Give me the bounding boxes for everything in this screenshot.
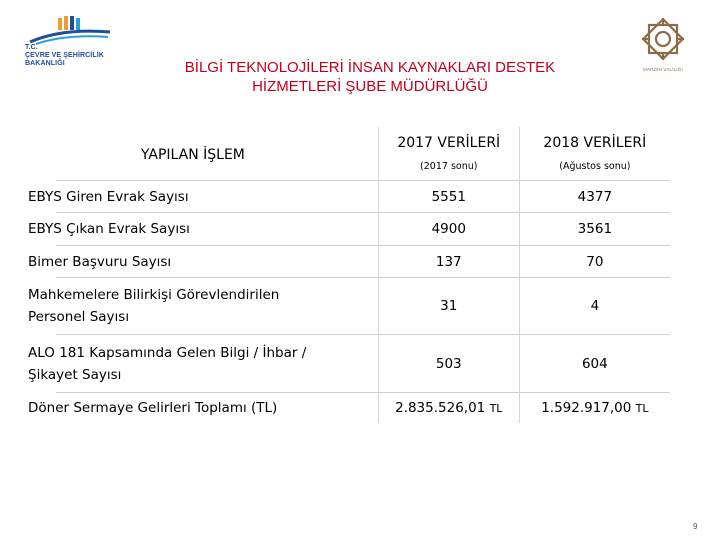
table-header-row [56,127,670,181]
table-row [56,246,670,278]
row-value-2018: 4377 [519,181,670,213]
row-value-2018-amount: 1.592.917,00 [541,400,632,416]
row-value-2018: 604 [519,335,670,393]
header-2018-title: 2018 VERİLERİ [543,135,647,151]
row-value-2018: 4 [519,278,670,335]
row-value-2017-unit: TL [489,402,503,415]
header-2017-subtitle: (2017 sonu) [420,161,478,172]
table-row [56,278,670,335]
header-2018-subtitle: (Ağustos sonu) [559,161,631,172]
table-row [56,393,670,424]
page-number: 9 [693,522,698,531]
row-label: EBYS Çıkan Evrak Sayısı [28,213,350,246]
seljuk-star-icon [636,12,690,66]
ministry-logo-wave-icon [22,24,112,46]
row-label: Bimer Başvuru Sayısı [28,246,350,278]
row-value-2017: 31 [378,278,519,335]
row-value-2017 [378,393,519,424]
row-value-2017: 4900 [378,213,519,246]
ministry-logo-line-2: ÇEVRE VE ŞEHİRCİLİK [25,52,104,59]
header-2018 [519,127,670,181]
row-value-2017-amount: 2.835.526,01 [395,400,486,416]
statistics-table [28,127,670,423]
ministry-logo-line-3: BAKANLIĞI [25,60,65,67]
page-title-line-2: HİZMETLERİ ŞUBE MÜDÜRLÜĞÜ [252,78,488,95]
row-label: ALO 181 Kapsamında Gelen Bilgi / İhbar / Şikayet Sayısı [28,335,350,393]
header-2017 [378,127,519,181]
header-2017-title: 2017 VERİLERİ [397,135,501,151]
row-value-2017: 137 [378,246,519,278]
row-label: Döner Sermaye Gelirleri Toplamı (TL) [28,393,350,424]
row-value-2018: 70 [519,246,670,278]
page-title-line-1: BİLGİ TEKNOLOJİLERİ İNSAN KAYNAKLARI DESTEK [184,59,556,76]
row-label: Mahkemelere Bilirkişi Görevlendirilen Personel Sayısı [28,278,350,335]
ministry-logo [22,14,142,66]
row-value-2017: 503 [378,335,519,393]
governor-emblem-caption: MARDİN VALİLİĞİ [643,67,683,72]
page-title [150,58,590,96]
row-value-2017: 5551 [378,181,519,213]
header-operation: YAPILAN İŞLEM [56,127,378,181]
governor-emblem [632,12,694,78]
table-row [56,213,670,246]
row-value-2018 [519,393,670,424]
table-row [56,181,670,213]
row-value-2018-unit: TL [635,402,649,415]
ministry-logo-line-1: T.C. [25,44,38,51]
table-row [56,335,670,393]
row-value-2018: 3561 [519,213,670,246]
row-label: EBYS Giren Evrak Sayısı [28,181,350,213]
